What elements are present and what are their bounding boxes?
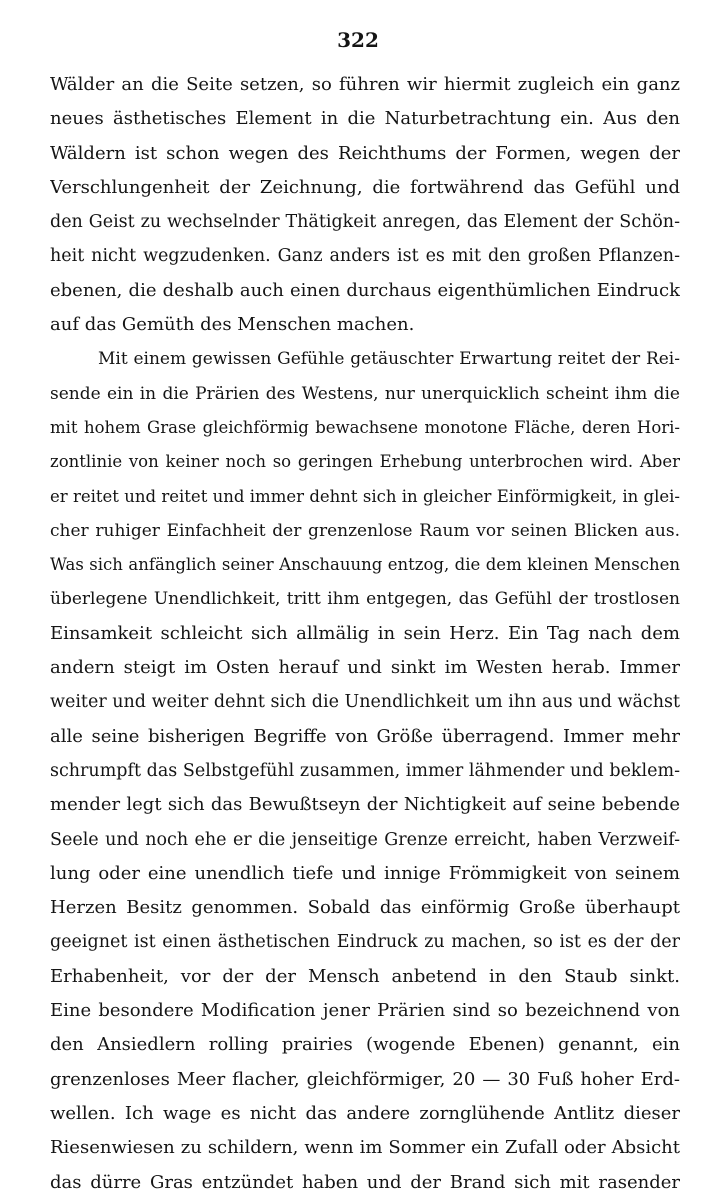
body-text [50, 68, 680, 1200]
text-line: lung oder eine unendlich tiefe und innige Frömmigkeit von seinem [50, 862, 680, 884]
text-line: auf das Gemüth des Menschen machen. [50, 314, 415, 336]
text-line: geeignet ist einen ästhetischen Eindruck zu machen, so ist es der der [50, 932, 680, 953]
text-line: Seele und noch ehe er die jenseitige Grenze erreicht, haben Verzweif- [50, 829, 680, 850]
text-line: sende ein in die Prärien des Westens, nur unerquicklich scheint ihm die [50, 383, 680, 404]
text-line: überlegene Unendlichkeit, tritt ihm entgegen, das Gefühl der trostlosen [50, 589, 680, 610]
text-line: heit nicht wegzudenken. Ganz anders ist es mit den großen Pflanzen- [50, 246, 680, 267]
text-line: grenzenloses Meer flacher, gleichförmiger, 20 — 30 Fuß hoher Erd- [50, 1068, 680, 1090]
text-line: weiter und weiter dehnt sich die Unendlichkeit um ihn aus und wächst [50, 692, 680, 713]
text-line: Eine besondere Modification jener Prärien sind so bezeichnend von [50, 1000, 680, 1022]
text-line: mit hohem Grase gleichförmig bewachsene monotone Fläche, deren Hori- [50, 417, 680, 437]
text-line: mender legt sich das Bewußtseyn der Nichtigkeit auf seine bebende [50, 794, 680, 816]
text-line: Wäldern ist schon wegen des Reichthums der Formen, wegen der [50, 142, 680, 164]
text-line: wellen. Ich wage es nicht das andere zornglühende Antlitz dieser [50, 1102, 680, 1124]
text-line: alle seine bisherigen Begriffe von Größe überragend. Immer mehr [50, 725, 680, 747]
text-line: zontlinie von keiner noch so geringen Erhebung unterbrochen wird. Aber [50, 452, 680, 472]
text-line: neues ästhetisches Element in die Naturbetrachtung ein. Aus den [50, 108, 680, 130]
text-line: Erhabenheit, vor der der Mensch anbetend in den Staub sinkt. [50, 965, 680, 987]
text-line: Verschlungenheit der Zeichnung, die fortwährend das Gefühl und [50, 176, 680, 198]
text-line: Riesenwiesen zu schildern, wenn im Sommer ein Zufall oder Absicht [50, 1137, 680, 1159]
text-line: den Ansiedlern rolling prairies (wogende Ebenen) genannt, ein [50, 1034, 680, 1056]
text-line: Mit einem gewissen Gefühle getäuschter Erwartung reitet der Rei- [98, 349, 680, 370]
text-line: den Geist zu wechselnder Thätigkeit anregen, das Element der Schön- [50, 212, 680, 233]
text-line: Herzen Besitz genommen. Sobald das einförmig Große überhaupt [50, 897, 680, 919]
text-line: Wälder an die Seite setzen, so führen wir hiermit zugleich ein ganz [50, 74, 680, 95]
text-line: ebenen, die deshalb auch einen durchaus eigenthümlichen Eindruck [50, 279, 680, 301]
text-line: Was sich anfänglich seiner Anschauung entzog, die dem kleinen Menschen [50, 555, 680, 575]
page-number: 322 [337, 28, 379, 52]
text-line: das dürre Gras entzündet haben und der Brand sich mit rasender [50, 1171, 680, 1193]
text-line: andern steigt im Osten herauf und sinkt im Westen herab. Immer [50, 657, 680, 679]
text-line: schrumpft das Selbstgefühl zusammen, immer lähmender und beklem- [50, 760, 680, 781]
text-line: cher ruhiger Einfachheit der grenzenlose Raum vor seinen Blicken aus. [50, 520, 680, 541]
text-line: Einsamkeit schleicht sich allmälig in sein Herz. Ein Tag nach dem [50, 622, 680, 644]
text-line: er reitet und reitet und immer dehnt sich in gleicher Einförmigkeit, in glei- [50, 486, 680, 506]
